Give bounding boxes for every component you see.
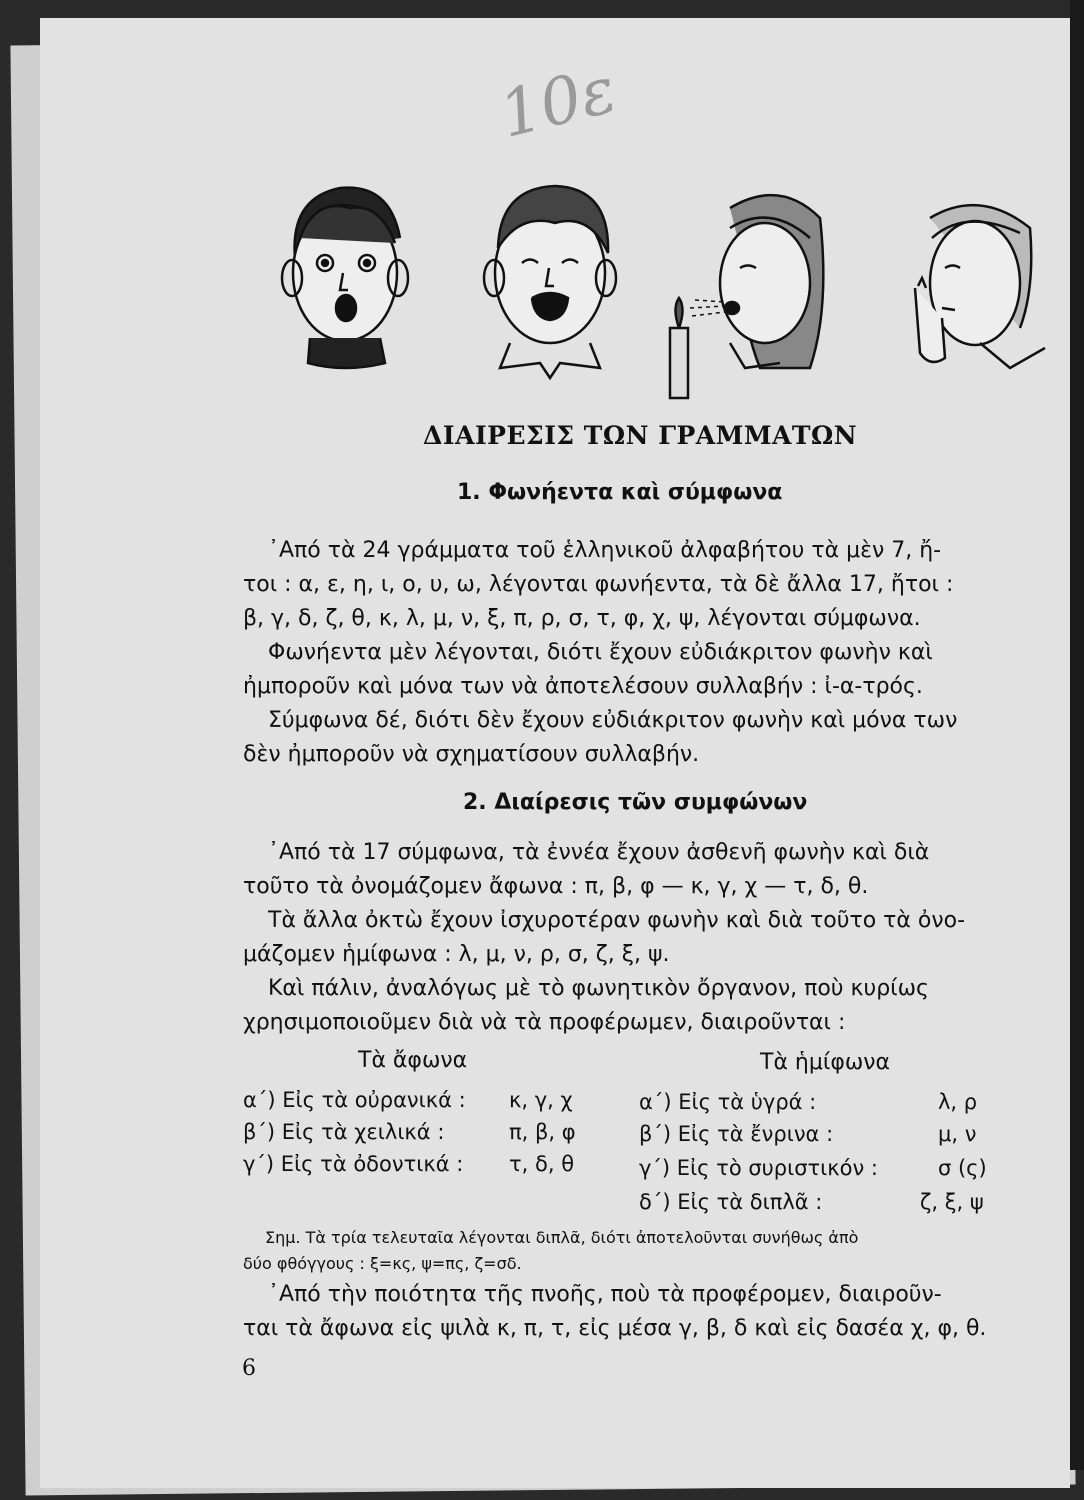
imifona-column-header: Τὰ ἡμίφωνα <box>760 1050 891 1075</box>
closing-line-1: ᾽Από τὴν ποιότητα τῆς πνοῆς, ποὺ τὰ προφέρομεν, διαιροῦν- <box>268 1282 942 1307</box>
section1-line-5: ἠμποροῦν καὶ μόνα των νὰ ἀποτελέσουν συλλαβήν : ἰ-α-τρός. <box>243 674 923 699</box>
note-line-1: Σημ. Τὰ τρία τελευταῖα λέγονται διπλᾶ, διότι ἀποτελοῦνται συνήθως ἀπὸ <box>265 1228 859 1247</box>
book-spine-shadow <box>1070 0 1084 1470</box>
section1-line-3: β, γ, δ, ζ, θ, κ, λ, μ, ν, ξ, π, ρ, σ, τ, φ, χ, ψ, λέγονται σύμφωνα. <box>243 606 921 631</box>
section1-line-6: Σύμφωνα δέ, διότι δὲν ἔχουν εὐδιάκριτον φωνὴν καὶ μόνα των <box>268 708 958 733</box>
afona-row-3-letters: τ, δ, θ <box>509 1152 575 1176</box>
section1-line-1: ᾽Από τὰ 24 γράμματα τοῦ ἑλληνικοῦ ἀλφαβήτου τὰ μὲν 7, ἤ- <box>268 538 942 563</box>
page-title: ΔΙΑΙΡΕΣΙΣ ΤΩΝ ΓΡΑΜΜΑΤΩΝ <box>423 421 858 450</box>
boy-saying-o-figure <box>282 188 408 368</box>
imifona-row-4-letters: ζ, ξ, ψ <box>920 1190 984 1214</box>
section2-line-2: τοῦτο τὰ ὀνομάζομεν ἄφωνα : π, β, φ — κ, γ, χ — τ, δ, θ. <box>243 874 869 899</box>
section1-heading: 1. Φωνήεντα καὶ σύμφωνα <box>457 480 783 505</box>
girl-shushing-figure <box>915 205 1045 368</box>
afona-row-1-letters: κ, γ, χ <box>509 1088 573 1112</box>
pronunciation-illustrations <box>270 168 1070 418</box>
section2-line-3: Τὰ ἄλλα ὀκτὼ ἔχουν ἰσχυροτέραν φωνὴν καὶ διὰ τοῦτο τὰ ὀνο- <box>268 908 966 933</box>
afona-row-2-label: β΄) Εἰς τὰ χειλικά : <box>243 1120 445 1144</box>
section2-heading: 2. Διαίρεσις τῶν συμφώνων <box>463 790 808 815</box>
afona-column-header: Τὰ ἄφωνα <box>358 1048 468 1073</box>
section1-line-4: Φωνήεντα μὲν λέγονται, διότι ἔχουν εὐδιάκριτον φωνὴν καὶ <box>268 640 933 665</box>
afona-row-3-label: γ΄) Εἰς τὰ ὀδοντικά : <box>243 1152 464 1176</box>
section2-line-6: χρησιμοποιοῦμεν διὰ νὰ τὰ προφέρωμεν, διαιροῦνται : <box>243 1010 846 1035</box>
section2-line-1: ᾽Από τὰ 17 σύμφωνα, τὰ ἐννέα ἔχουν ἀσθενῆ φωνὴν καὶ διὰ <box>268 840 930 865</box>
section2-line-4: μάζομεν ἡμίφωνα : λ, μ, ν, ρ, σ, ζ, ξ, ψ. <box>243 942 670 967</box>
note-line-2: δύο φθόγγους : ξ=κς, ψ=πς, ζ=σδ. <box>243 1254 522 1273</box>
closing-line-2: ται τὰ ἄφωνα εἰς ψιλὰ κ, π, τ, εἰς μέσα γ, β, δ καὶ εἰς δασέα χ, φ, θ. <box>243 1316 987 1341</box>
imifona-row-1-label: α΄) Εἰς τὰ ὑγρά : <box>639 1090 817 1114</box>
imifona-row-4-label: δ΄) Εἰς τὰ διπλᾶ : <box>639 1190 823 1214</box>
afona-row-2-letters: π, β, φ <box>509 1120 576 1144</box>
section2-line-5: Καὶ πάλιν, ἀναλόγως μὲ τὸ φωνητικὸν ὄργανον, ποὺ κυρίως <box>268 976 929 1001</box>
book-page <box>40 18 1070 1488</box>
imifona-row-2-letters: μ, ν <box>938 1122 977 1146</box>
imifona-row-1-letters: λ, ρ <box>938 1090 978 1114</box>
imifona-row-3-letters: σ (ς) <box>938 1156 987 1180</box>
imifona-row-2-label: β΄) Εἰς τὰ ἔνρινα : <box>639 1122 834 1146</box>
girl-blowing-candle-figure <box>670 195 823 398</box>
handwritten-page-mark: 10ε <box>492 53 624 153</box>
section1-line-7: δὲν ἠμποροῦν νὰ σχηματίσουν συλλαβήν. <box>243 742 700 767</box>
boy-saying-a-figure <box>484 186 616 378</box>
imifona-row-3-label: γ΄) Εἰς τὸ συριστικόν : <box>639 1156 878 1180</box>
afona-row-1-label: α΄) Εἰς τὰ οὐρανικά : <box>243 1088 466 1112</box>
page-number: 6 <box>242 1356 256 1381</box>
section1-line-2: τοι : α, ε, η, ι, ο, υ, ω, λέγονται φωνήεντα, τὰ δὲ ἄλλα 17, ἤτοι : <box>243 572 954 597</box>
